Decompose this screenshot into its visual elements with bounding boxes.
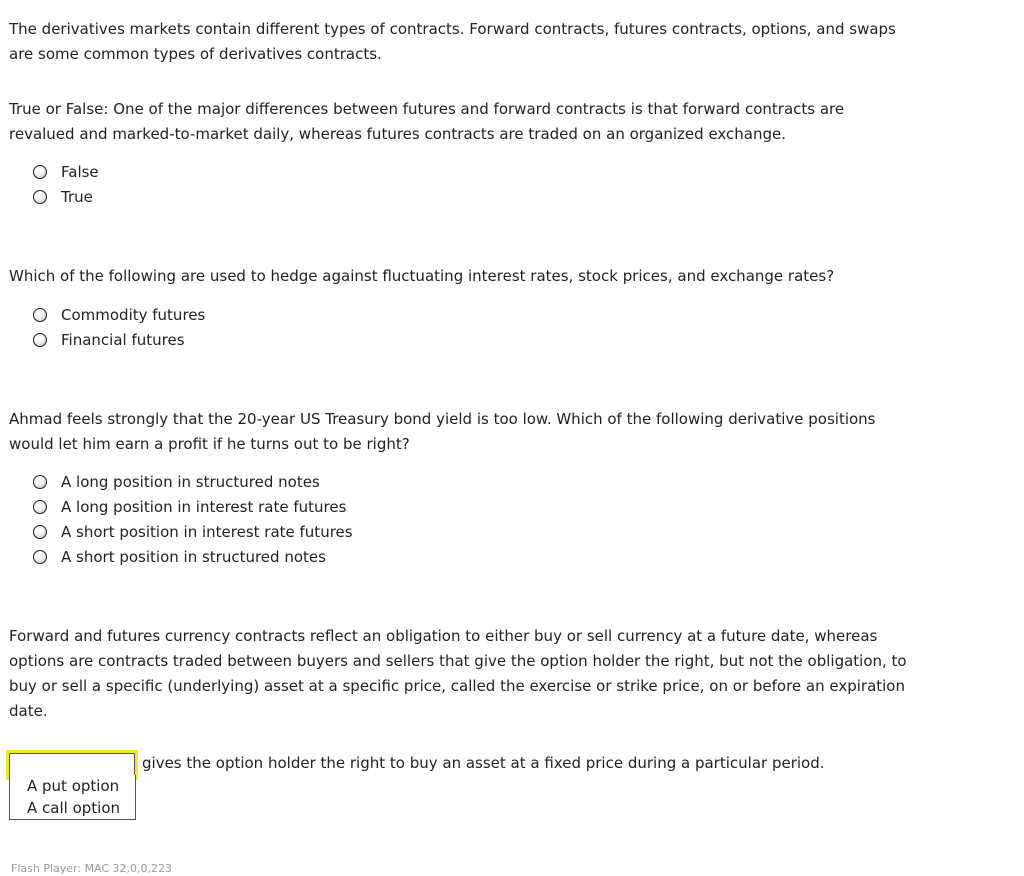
q3-option-long-interest-rate-futures[interactable] (33, 494, 353, 519)
intro-text: The derivatives markets contain different types of contracts. Forward contracts, futures contracts, options, and swaps are some common types of derivatives contracts. (9, 20, 896, 63)
option-label: True (61, 187, 93, 206)
q2-option-financial-futures[interactable] (33, 327, 205, 352)
radio-button-icon[interactable] (33, 500, 47, 514)
radio-button-icon[interactable] (33, 550, 47, 564)
q2-options (33, 302, 205, 352)
q3-option-long-structured-notes[interactable] (33, 469, 353, 494)
option-label: A long position in structured notes (61, 472, 320, 491)
q3-option-short-interest-rate-futures[interactable] (33, 519, 353, 544)
radio-button-icon[interactable] (33, 475, 47, 489)
radio-button-icon[interactable] (33, 165, 47, 179)
q1-option-false[interactable] (33, 159, 99, 184)
radio-button-icon[interactable] (33, 190, 47, 204)
radio-button-icon[interactable] (33, 308, 47, 322)
option-label: False (61, 162, 99, 181)
dropdown-option-put[interactable]: A put option (27, 777, 120, 795)
q1-options (33, 159, 99, 209)
dropdown-options-list (9, 775, 136, 820)
option-label: A short position in structured notes (61, 547, 326, 566)
q3-option-short-structured-notes[interactable] (33, 544, 353, 569)
q4-sentence: gives the option holder the right to buy an asset at a fixed price during a particular period. (142, 754, 825, 772)
info-text: Forward and futures currency contracts reflect an obligation to either buy or sell currency at a future date, whereas options are contracts traded between buyers and sellers that give the option holder the right, but not the obligation, to buy or sell a specific (underlying) asset at a specific price, called the exercise or strike price, on or before an expiration date. (9, 627, 907, 720)
q3-options (33, 469, 353, 569)
q1-option-true[interactable] (33, 184, 99, 209)
option-label: Financial futures (61, 330, 185, 349)
option-label: A short position in interest rate futures (61, 522, 353, 541)
flash-player-version: Flash Player: MAC 32,0,0,223 (11, 862, 173, 875)
q3-question: Ahmad feels strongly that the 20-year US Treasury bond yield is too low. Which of the following derivative positions would let him earn a profit if he turns out to be right? (9, 410, 876, 453)
radio-button-icon[interactable] (33, 525, 47, 539)
option-label: Commodity futures (61, 305, 206, 324)
radio-button-icon[interactable] (33, 333, 47, 347)
dropdown-option-call[interactable]: A call option (27, 799, 121, 817)
q2-option-commodity-futures[interactable] (33, 302, 205, 327)
q1-question: True or False: One of the major differences between futures and forward contracts is that forward contracts are revalued and marked-to-market daily, whereas futures contracts are traded on an organized exchange. (9, 100, 845, 143)
option-label: A long position in interest rate futures (61, 497, 347, 516)
q2-question: Which of the following are used to hedge against fluctuating interest rates, stock prices, and exchange rates? (9, 267, 835, 285)
dropdown-selected-value (9, 753, 135, 777)
